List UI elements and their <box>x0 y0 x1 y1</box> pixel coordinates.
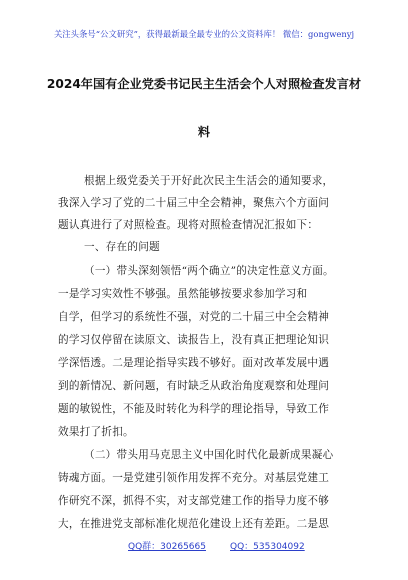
body-line: 大，在推进党支部标准化规范化建设上还有差距。二是思 <box>58 518 330 530</box>
footer-qq-contact[interactable]: QQ：535304092 <box>230 542 305 552</box>
body-line: 到的新情况、新问题，有时缺乏从政治角度观察和处理问 <box>58 380 330 392</box>
body-line: 学深悟透。二是理论指导实践不够好。面对改革发展中遇 <box>58 357 330 369</box>
body-line: 我深入学习了党的二十届三中全会精神，聚焦六个方面问 <box>58 197 330 209</box>
subsection-heading: （二）带头用马克思主义中国化时代化最新成果凝心 <box>84 449 334 461</box>
document-title-line-1: 2024年国有企业党委书记民主生活会个人对照检查发言材 <box>46 77 362 91</box>
body-line: 作研究不深，抓得不实，对支部党建工作的指导力度不够 <box>58 495 330 507</box>
body-line: 根据上级党委关于开好此次民主生活会的通知要求， <box>84 175 334 187</box>
document-title-line-2: 料 <box>197 125 211 139</box>
page-footer <box>0 541 408 555</box>
footer-qq-group[interactable]: QQ群：30265665 <box>128 542 206 552</box>
subsection-heading: （一）带头深刻领悟“两个确立”的决定性意义方面。 <box>84 265 334 277</box>
body-line: 自学，但学习的系统性不强，对党的二十届三中全会精神 <box>58 311 330 323</box>
section-heading: 一、存在的问题 <box>84 241 160 253</box>
body-line: 题的敏锐性，不能及时转化为科学的理论指导，导致工作 <box>58 403 330 415</box>
header-banner: 关注头条号“公文研究”，获得最新最全最专业的公文资料库！ 微信：gongwenyj <box>53 29 355 39</box>
body-line: 一是学习实效性不够强。虽然能够按要求参加学习和 <box>58 288 308 300</box>
body-line: 的学习仅停留在读原文、读报告上，没有真正把理论知识 <box>58 334 330 346</box>
body-line: 题认真进行了对照检查。现将对照检查情况汇报如下： <box>58 219 319 231</box>
body-line: 铸魂方面。一是党建引领作用发挥不充分。对基层党建工 <box>58 472 330 484</box>
body-line: 效果打了折扣。 <box>58 426 134 438</box>
